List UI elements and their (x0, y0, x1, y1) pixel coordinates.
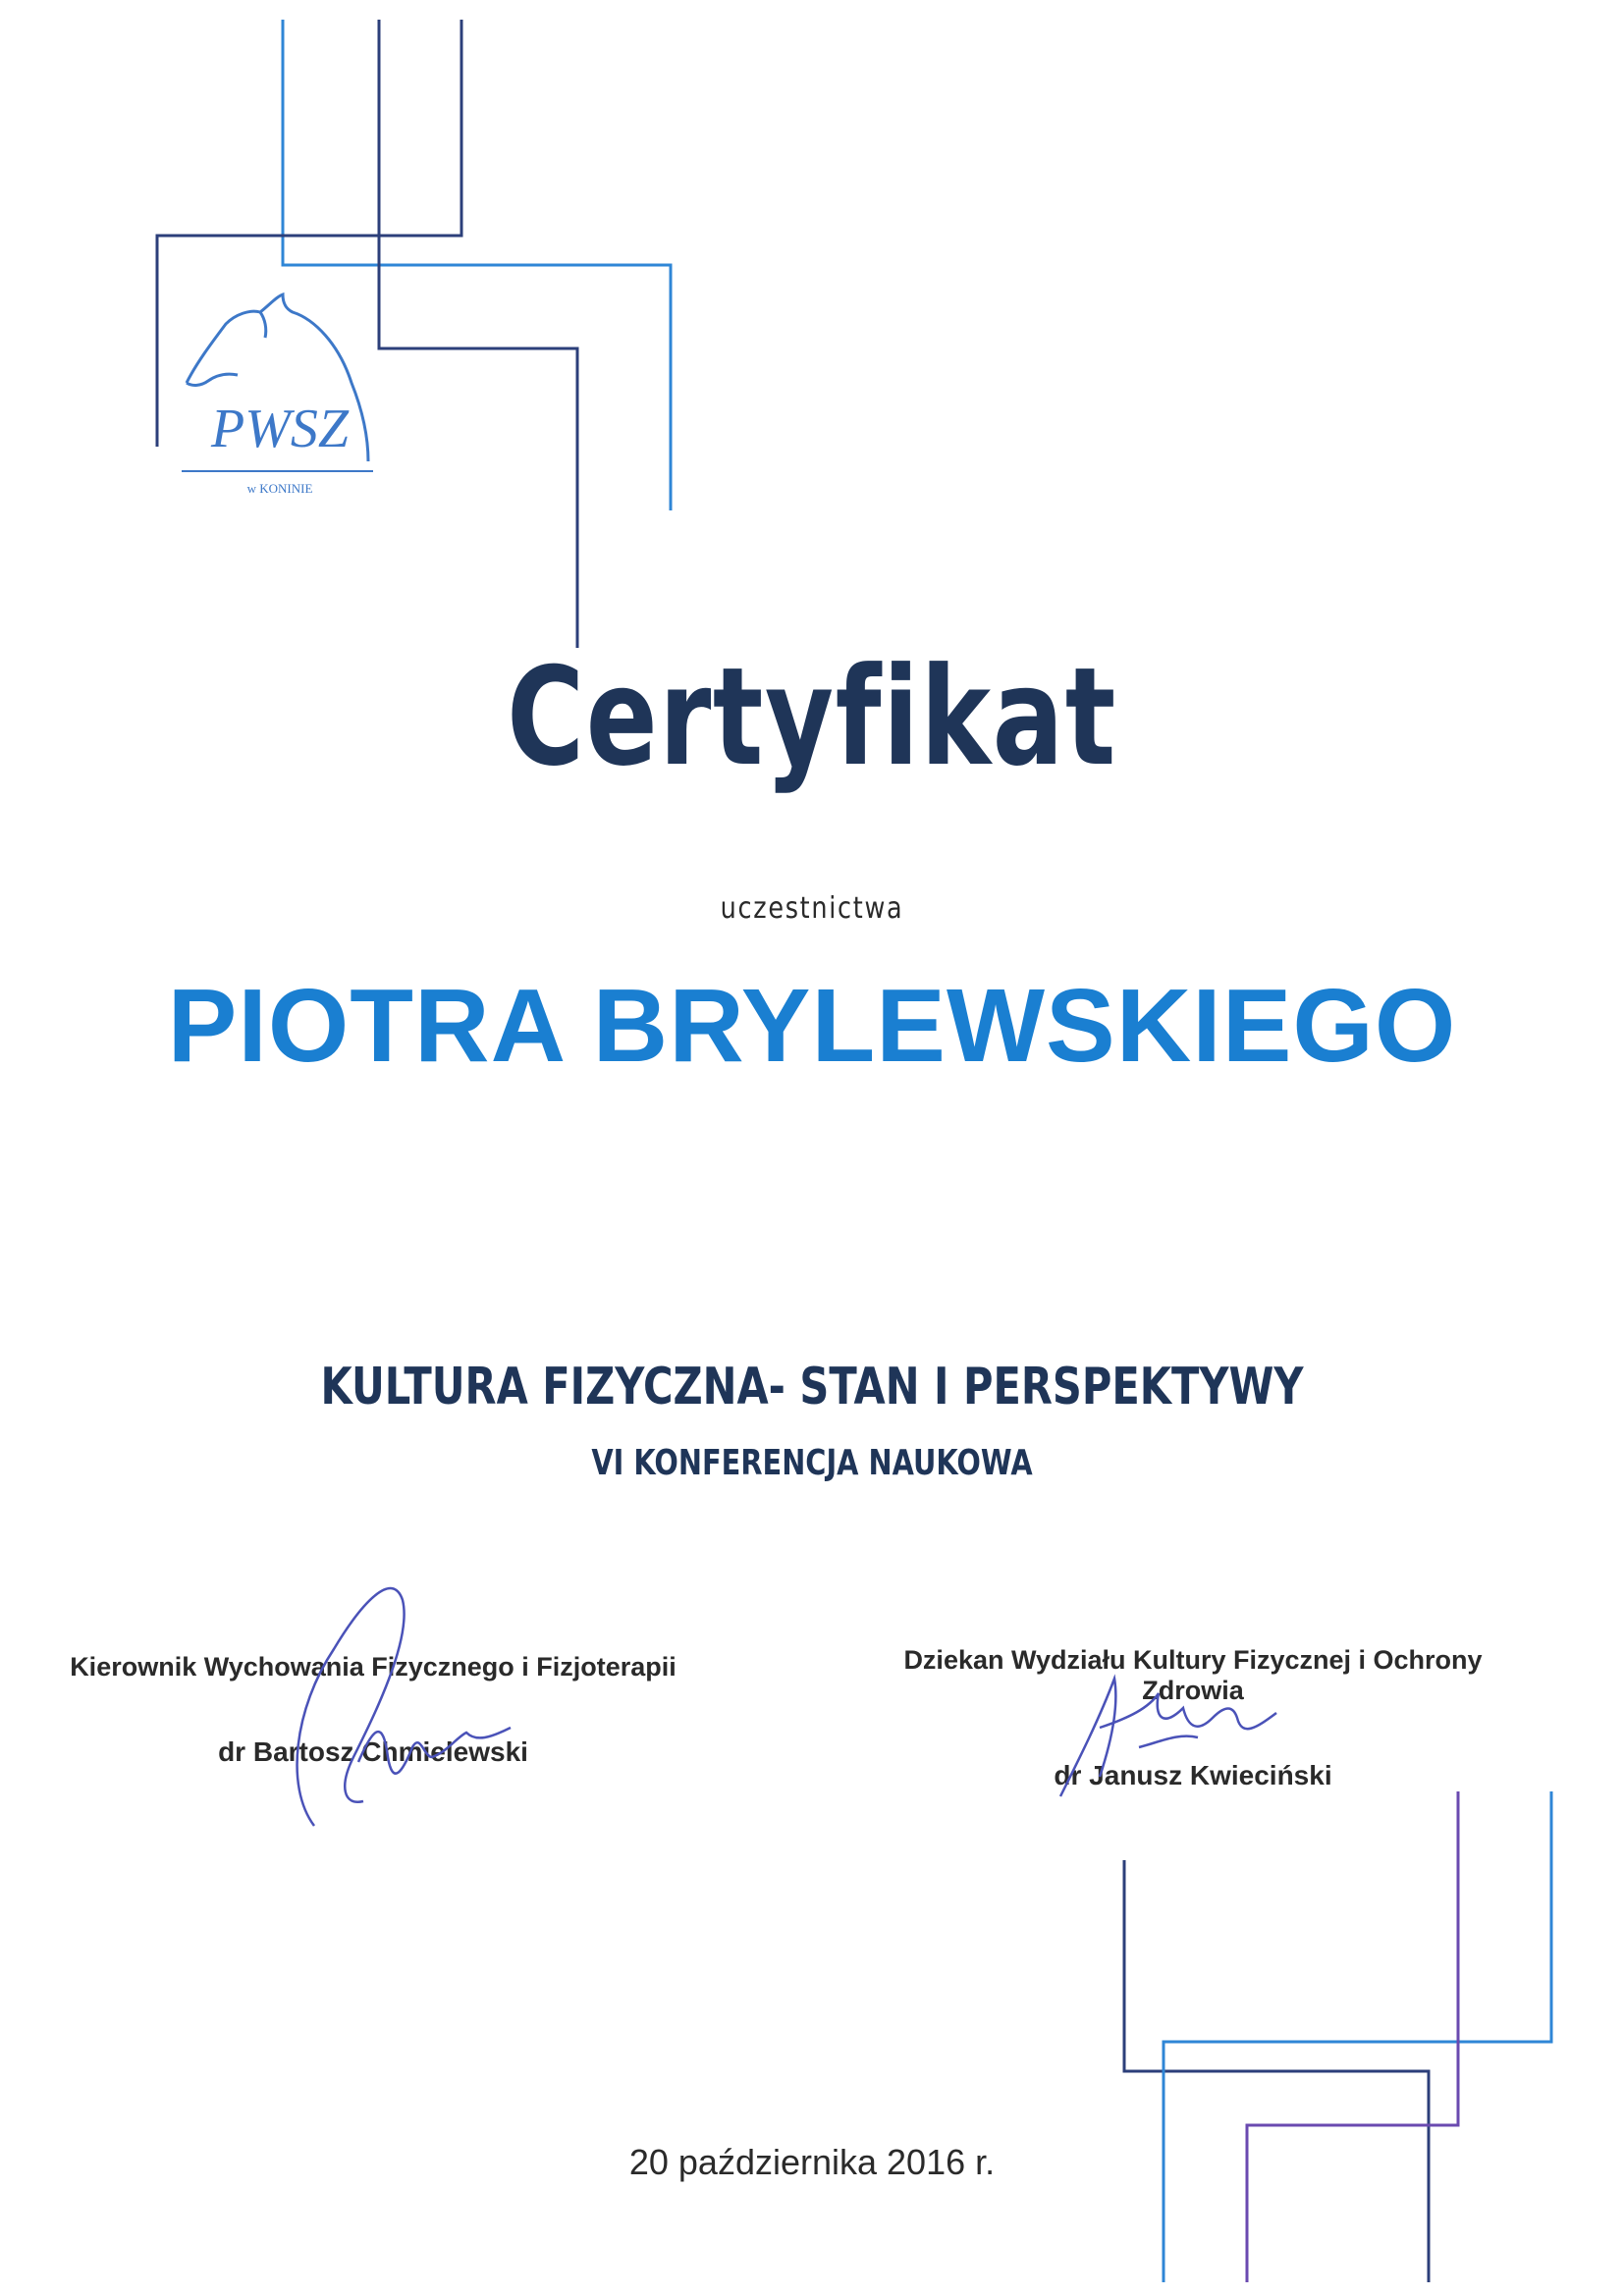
signature-left-name: dr Bartosz Chmielewski (218, 1736, 528, 1767)
issue-date: 20 października 2016 r. (628, 2142, 996, 2182)
recipient-name: PIOTRA BRYLEWSKIEGO (167, 968, 1457, 1084)
signature-left-scribble (245, 1561, 569, 1845)
deco-line-top-2 (379, 20, 577, 648)
conference-subtitle: VI KONFERENCJA NAUKOWA (591, 1443, 1033, 1483)
certificate-title: Certyfikat (507, 638, 1117, 796)
deco-line-bottom-2 (1164, 1791, 1551, 2282)
conference-title: KULTURA FIZYCZNA- STAN I PERSPEKTYWY (320, 1358, 1304, 1416)
institution-logo (167, 275, 393, 510)
signature-right-role: Dziekan Wydziału Kultury Fizycznej i Ochrony Zdrowia (903, 1645, 1483, 1705)
deco-line-bottom-3 (1247, 1791, 1458, 2282)
signature-left-role: Kierownik Wychowania Fizycznego i Fizjoterapii (70, 1652, 677, 1682)
logo-place: w KONINIE (246, 481, 313, 496)
deco-line-bottom-1 (1124, 1860, 1429, 2282)
certificate-subtitle: uczestnictwa (720, 891, 904, 926)
logo-letters: PWSZ (211, 399, 349, 459)
signature-right-scribble (1041, 1649, 1316, 1816)
signature-right-name: dr Janusz Kwieciński (1054, 1760, 1332, 1790)
